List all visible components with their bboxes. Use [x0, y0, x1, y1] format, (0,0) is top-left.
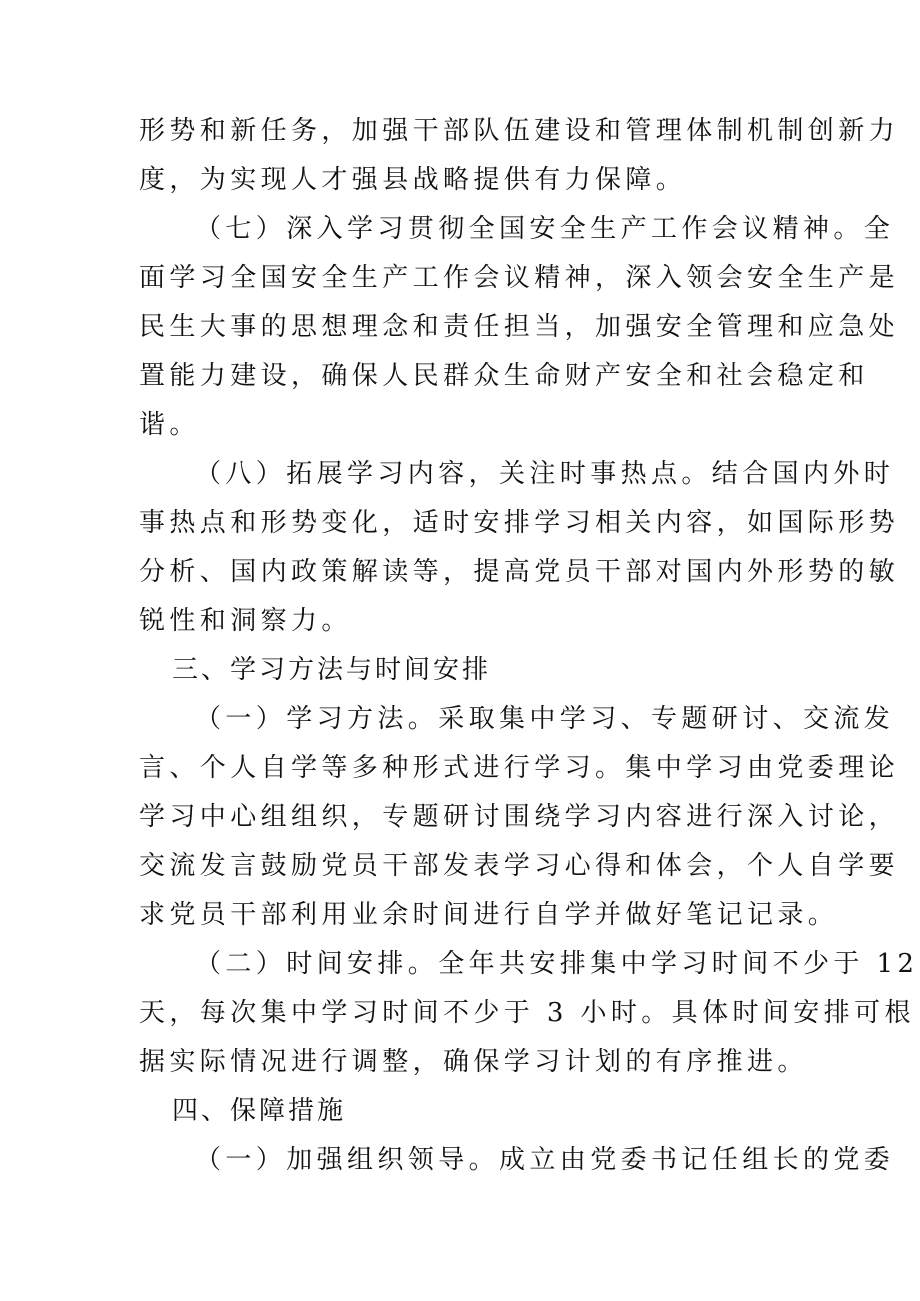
- paragraph-line: 求党员干部利用业余时间进行自学并做好笔记记录。: [139, 900, 839, 930]
- paragraph-line: （七）深入学习贯彻全国安全生产工作会议精神。全: [195, 214, 895, 244]
- paragraph-line: 交流发言鼓励党员干部发表学习心得和体会，个人自学要: [139, 851, 900, 881]
- paragraph-line: 谐。: [139, 410, 200, 440]
- paragraph-line: 学习中心组组织，专题研讨围绕学习内容进行深入讨论，: [139, 802, 900, 832]
- paragraph-line: （八）拓展学习内容，关注时事热点。结合国内外时: [195, 459, 895, 489]
- paragraph-line: 天，每次集中学习时间不少于 3 小时。具体时间安排可根: [139, 998, 915, 1028]
- paragraph-line: （一）学习方法。采取集中学习、专题研讨、交流发: [195, 704, 895, 734]
- paragraph-line: 言、个人自学等多种形式进行学习。集中学习由党委理论: [139, 753, 900, 783]
- paragraph-line: （一）加强组织领导。成立由党委书记任组长的党委: [195, 1145, 895, 1175]
- paragraph-line: 度，为实现人才强县战略提供有力保障。: [139, 165, 687, 195]
- paragraph-line: 置能力建设，确保人民群众生命财产安全和社会稳定和: [139, 361, 869, 391]
- paragraph-line: 锐性和洞察力。: [139, 606, 352, 636]
- section-heading: 三、学习方法与时间安排: [172, 655, 492, 685]
- paragraph-line: 形势和新任务，加强干部队伍建设和管理体制机制创新力: [139, 116, 900, 146]
- paragraph-line: （二）时间安排。全年共安排集中学习时间不少于 12: [195, 949, 919, 979]
- section-heading: 四、保障措施: [172, 1096, 347, 1126]
- paragraph-line: 据实际情况进行调整，确保学习计划的有序推进。: [139, 1047, 808, 1077]
- paragraph-line: 民生大事的思想理念和责任担当，加强安全管理和应急处: [139, 312, 900, 342]
- paragraph-line: 面学习全国安全生产工作会议精神，深入领会安全生产是: [139, 263, 900, 293]
- paragraph-line: 分析、国内政策解读等，提高党员干部对国内外形势的敏: [139, 557, 900, 587]
- paragraph-line: 事热点和形势变化，适时安排学习相关内容，如国际形势: [139, 508, 900, 538]
